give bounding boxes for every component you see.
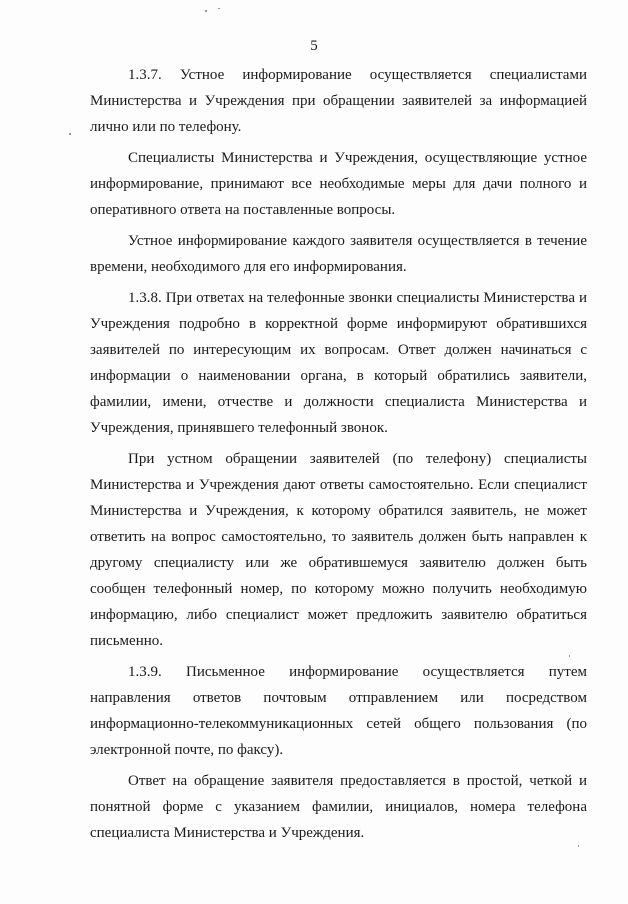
paragraph-answer-form: Ответ на обращение заявителя предоставляется в простой, четкой и понятной форме с указанием фамилии, инициалов, номера телефона специалиста Министерства и Учреждения. xyxy=(90,773,587,841)
paragraph-1-3-8: 1.3.8. При ответах на телефонные звонки специалисты Министерства и Учреждения подробно в корректной форме информируют обратившихся заявителей по интересующим их вопросам. Ответ должен начинаться с информации о наименовании органа, в который обратились заявители, фамилии, имени, отчестве и должности специалиста Министерства и Учреждения, принявшего телефонный звонок. xyxy=(90,290,587,436)
document-body xyxy=(90,62,587,846)
scan-speck xyxy=(205,10,207,12)
scan-speck xyxy=(218,8,220,9)
paragraph-oral-duration: Устное информирование каждого заявителя осуществляется в течение времени, необходимого для его информирования. xyxy=(90,233,587,275)
paragraph-specialists: Специалисты Министерства и Учреждения, осуществляющие устное информирование, принимают все необходимые меры для дачи полного и оперативного ответа на поставленные вопросы. xyxy=(90,150,587,218)
paragraph-1-3-9: 1.3.9. Письменное информирование осуществляется путем направления ответов почтовым отправлением или посредством информационно-телекоммуникационных сетей общего пользования (по электронной почте, по факсу). xyxy=(90,664,587,758)
scan-speck xyxy=(69,133,71,135)
page-number: 5 xyxy=(310,38,318,54)
paragraph-oral-phone: При устном обращении заявителей (по телефону) специалисты Министерства и Учреждения дают ответы самостоятельно. Если специалист Министерства и Учреждения, к которому обратился заявитель, не может ответить на вопрос самостоятельно, то заявитель должен быть направлен к другому специалисту или же обратившемуся заявителю должен быть сообщен телефонный номер, по которому можно получить необходимую информацию, либо специалист может предложить заявителю обратиться письменно. xyxy=(90,451,587,649)
paragraph-1-3-7: 1.3.7. Устное информирование осуществляется специалистами Министерства и Учреждения при обращении заявителей за информацией лично или по телефону. xyxy=(90,67,587,135)
